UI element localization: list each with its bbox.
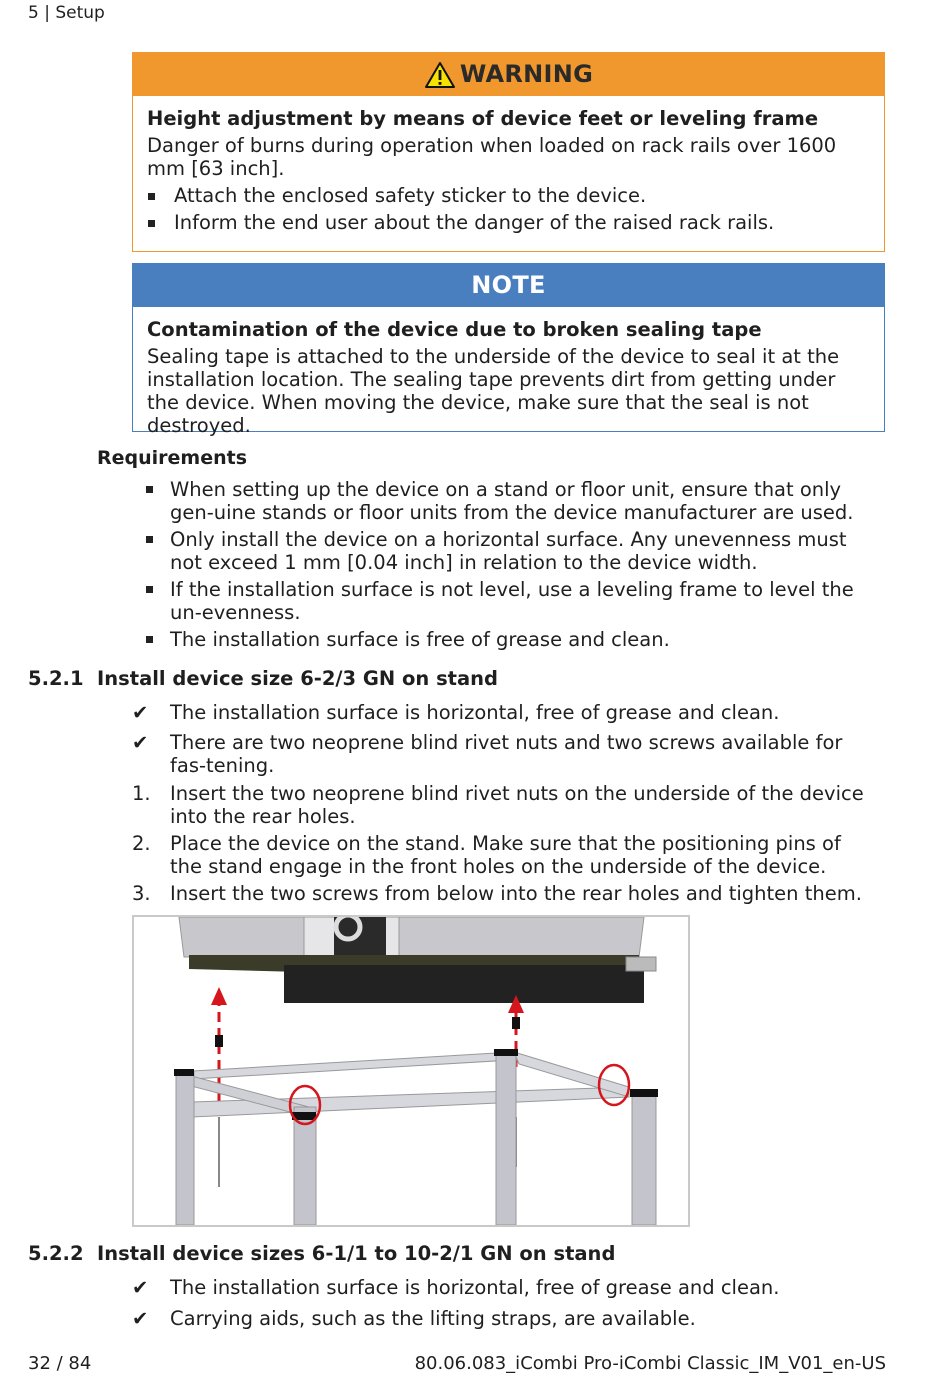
note-bar <box>133 264 884 307</box>
checkmark-icon: ✔ <box>132 1307 149 1330</box>
bullet-marker <box>146 636 153 643</box>
bullet-marker <box>146 586 153 593</box>
precondition-item: There are two neoprene blind rivet nuts and two screws available for fas-tening. <box>170 731 843 777</box>
checkmark-icon: ✔ <box>132 701 149 724</box>
note-label: NOTE <box>471 271 546 299</box>
precondition-item: Carrying aids, such as the lifting straps, are available. <box>170 1307 696 1330</box>
installation-illustration <box>132 915 690 1227</box>
precondition-item: The installation surface is horizontal, free of grease and clean. <box>170 1276 780 1299</box>
step-text: Insert the two neoprene blind rivet nuts on the underside of the device into the rear holes. <box>170 782 864 828</box>
step-number: 1. <box>132 782 151 805</box>
note-title: Contamination of the device due to broken sealing tape <box>147 318 762 341</box>
requirements-heading: Requirements <box>97 447 248 469</box>
warning-bullet: Inform the end user about the danger of the raised rack rails. <box>147 211 870 234</box>
precondition-item: The installation surface is horizontal, free of grease and clean. <box>170 701 780 724</box>
warning-text: Danger of burns during operation when loaded on rack rails over 1600 mm [63 inch]. <box>147 134 837 180</box>
warning-bullet: Attach the enclosed safety sticker to the device. <box>147 184 870 207</box>
step-text: Insert the two screws from below into the rear holes and tighten them. <box>170 882 862 905</box>
step-text: Place the device on the stand. Make sure that the positioning pins of the stand engage in the front holes on the underside of the device. <box>170 832 841 878</box>
section-number: 5.2.2 <box>28 1242 84 1265</box>
page-number: 32 / 84 <box>28 1353 92 1374</box>
requirement-item: Only install the device on a horizontal surface. Any unevenness must not exceed 1 mm [0.04 inch] in relation to the device width. <box>170 528 847 574</box>
bullet-marker <box>146 536 153 543</box>
section-title: Install device sizes 6-1/1 to 10-2/1 GN on stand <box>97 1242 616 1265</box>
document-id: 80.06.083_iCombi Pro-iCombi Classic_IM_V01_en-US <box>414 1353 886 1374</box>
warning-triangle-icon <box>424 61 456 89</box>
checkmark-icon: ✔ <box>132 1276 149 1299</box>
warning-box <box>132 52 885 252</box>
page-header: 5 | Setup <box>28 3 105 23</box>
requirement-item: If the installation surface is not level, use a leveling frame to level the un-evenness. <box>170 578 854 624</box>
step-number: 3. <box>132 882 151 905</box>
warning-bar <box>133 53 884 96</box>
warning-label: WARNING <box>459 60 594 88</box>
requirement-item: The installation surface is free of grease and clean. <box>170 628 670 651</box>
warning-title: Height adjustment by means of device feet or leveling frame <box>147 107 819 130</box>
section-number: 5.2.1 <box>28 667 84 690</box>
note-box <box>132 263 885 437</box>
requirement-item: When setting up the device on a stand or floor unit, ensure that only gen-uine stands or floor units from the device manufacturer are used. <box>170 478 854 524</box>
section-title: Install device size 6-2/3 GN on stand <box>97 667 499 690</box>
checkmark-icon: ✔ <box>132 731 149 754</box>
note-text: Sealing tape is attached to the underside of the device to seal it at the installation location. The sealing tape prevents dirt from getting under the device. When moving the device, make sure that the seal is not destroyed. <box>147 345 840 437</box>
bullet-marker <box>146 486 153 493</box>
step-number: 2. <box>132 832 151 855</box>
